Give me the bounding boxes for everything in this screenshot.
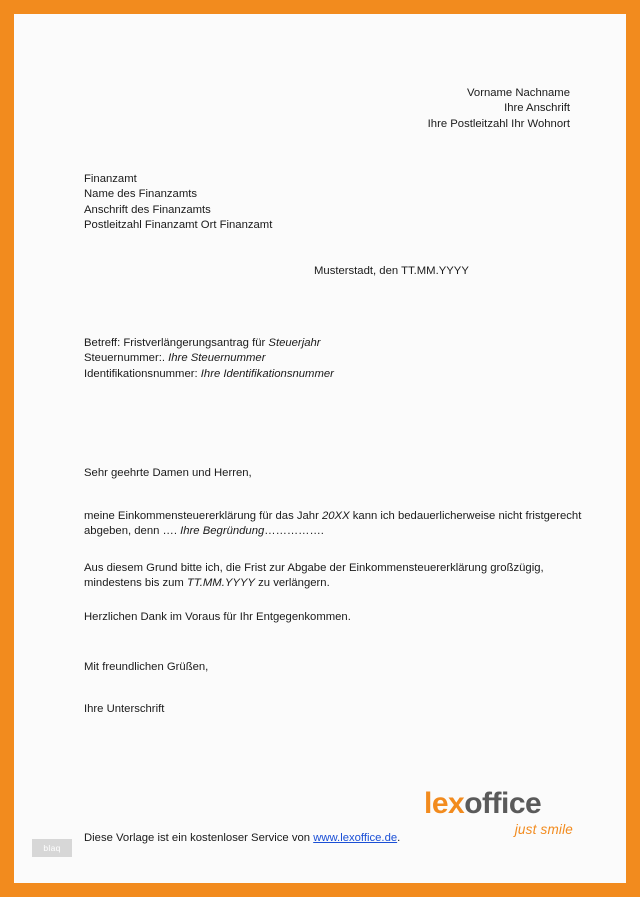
sender-street: Ihre Anschrift <box>504 102 570 115</box>
signature-line: Ihre Unterschrift <box>84 703 165 715</box>
lexoffice-link[interactable]: www.lexoffice.de <box>313 832 398 844</box>
recipient-office-name: Name des Finanzamts <box>84 188 198 201</box>
id-number-line <box>84 367 544 382</box>
recipient-address-block <box>84 172 414 233</box>
logo-wordmark <box>424 789 584 819</box>
paragraph-request-date: TT.MM.YYYY <box>186 577 255 590</box>
tax-number-label: Steuernummer:. <box>84 352 169 365</box>
paragraph-request-part2: zu verlängern. <box>254 577 330 590</box>
tax-number-placeholder: Ihre Steuernummer <box>168 352 266 365</box>
recipient-office: Finanzamt <box>84 173 137 185</box>
watermark-badge: blaq <box>32 839 72 857</box>
recipient-street: Anschrift des Finanzamts <box>84 203 211 216</box>
id-number-label: Identifikationsnummer: <box>84 367 201 380</box>
subject-block <box>84 336 544 382</box>
paragraph-reason-part1: meine Einkommensteuererklärung für das Jahr <box>84 510 322 522</box>
paragraph-reason <box>84 509 584 540</box>
closing-line: Mit freundlichen Grüßen, <box>84 661 209 673</box>
sender-address-block <box>314 86 570 132</box>
footer-text-before: Diese Vorlage ist ein kostenloser Service von <box>84 832 314 844</box>
paragraph-reason-part2: kann ich bedauerlicherweise nicht fristgerecht abgeben, denn …. <box>84 510 582 538</box>
salutation: Sehr geehrte Damen und Herren, <box>84 467 252 479</box>
footer-text-after: . <box>397 832 401 844</box>
sender-name: Vorname Nachname <box>467 87 570 99</box>
footer-service-note <box>84 831 554 846</box>
logo-tagline: just smile <box>514 822 573 837</box>
id-number-placeholder: Ihre Identifikationsnummer <box>200 367 334 380</box>
paragraph-request <box>84 561 574 592</box>
logo-office-text: office <box>464 787 542 820</box>
paragraph-thanks: Herzlichen Dank im Voraus für Ihr Entgegenkommen. <box>84 611 351 623</box>
subject-line <box>84 336 544 351</box>
paragraph-reason-part3: ……………. <box>264 525 324 538</box>
recipient-city: Postleitzahl Finanzamt Ort Finanzamt <box>84 218 273 231</box>
tax-number-line <box>84 351 544 366</box>
subject-year-placeholder: Steuerjahr <box>268 337 321 349</box>
paragraph-request-part1: Aus diesem Grund bitte ich, die Frist zur Abgabe der Einkommensteuererklärung großzügig, mindestens bis zum <box>84 562 544 590</box>
logo-lex-text: lex <box>424 787 465 820</box>
subject-label: Betreff: Fristverlängerungsantrag für <box>84 337 269 349</box>
place-and-date: Musterstadt, den TT.MM.YYYY <box>314 265 469 277</box>
letter-body <box>14 14 626 883</box>
sender-city: Ihre Postleitzahl Ihr Wohnort <box>427 117 570 130</box>
paragraph-reason-year: 20XX <box>321 510 350 522</box>
letter-sheet <box>14 14 626 883</box>
paragraph-reason-placeholder: Ihre Begründung <box>180 525 265 538</box>
